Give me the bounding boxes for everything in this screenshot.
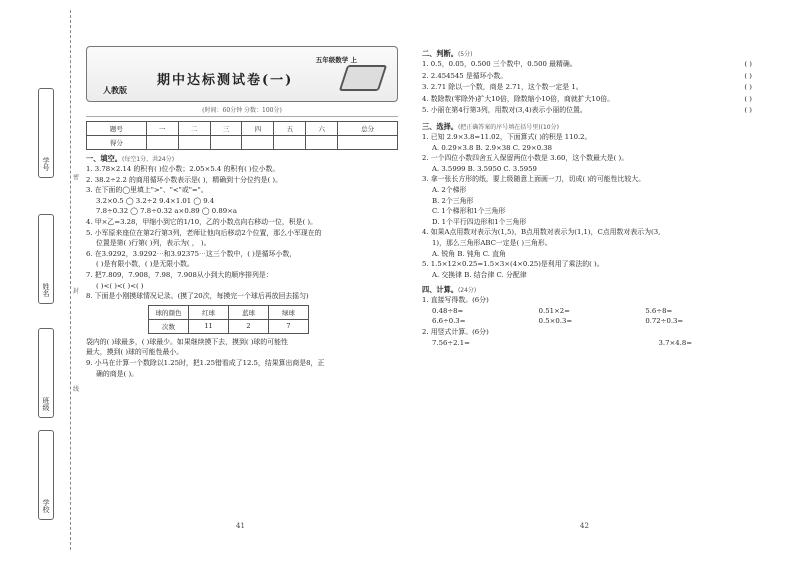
question-line: 确的商是( )。 (96, 369, 139, 378)
choice-line: A. 2个梯形 (432, 185, 467, 194)
page-title: 期中达标测试卷(一) (157, 73, 294, 88)
question-line: 5. 小军原来座位在第2行第3列，老师让他向后移动2个位置，那么小军现在的 (86, 228, 322, 237)
calc-subtitle: 1. 直接写得数。(6分) (422, 296, 489, 305)
choice-line: 1)，那么三角形ABC一定是( )三角形。 (432, 238, 552, 247)
question-line: 2. 38.2÷2.2 的商用循环小数表示是( )，精确到十分位约是( )。 (86, 175, 282, 184)
question-line: 3. 在下面的◯里填上">"、"<"或"="。 (86, 186, 208, 195)
choice-line: A. 交换律 B. 结合律 C. 分配律 (432, 270, 527, 279)
choice-line: A. 锐角 B. 钝角 C. 直角 (432, 249, 506, 258)
choice-line: C. 1个梯形和1个三角形 (432, 207, 506, 216)
question-line: 最大，摸到( )球的可能性最小。 (86, 348, 184, 357)
judge-item: 4. 数除数(零除外)扩大10倍，除数缩小10倍，商就扩大10倍。 ( ) (422, 94, 752, 103)
edition-label: 人教版 (103, 86, 127, 95)
question-line: 3.2×0.5 ◯ 3.2÷2 9.4×1.01 ◯ 9.4 (96, 196, 215, 205)
question-line: 6. 在3.9292，3.9292⋯和3.92375⋯这三个数中，( )是循环小数， (86, 249, 297, 258)
left-page (86, 46, 398, 379)
question-line: ( )是有限小数，( )是无限小数。 (96, 260, 194, 269)
section-choice-title: 三、选择。(把正确答案的序号填在括号里)(10分) (422, 121, 559, 131)
judge-item: 2. 2.454545 是循环小数。 ( ) (422, 71, 752, 80)
section-judge-title: 二、判断。(5分) (422, 49, 473, 58)
choice-line: A. 0.29×3.8 B. 2.9×38 C. 29×0.38 (432, 143, 553, 152)
choice-line: 5. 1.5×12×0.25=1.5×3×(4×0.25)是利用了乘法的( )。 (422, 260, 604, 269)
seal-mark: 封 (73, 288, 80, 295)
choice-line: D. 1个平行四边形和1个三角形 (432, 217, 527, 226)
section-calc-title: 四、计算。(24分) (422, 285, 477, 295)
student-id-box: 学号 (38, 88, 54, 178)
judge-item: 3. 2.71 除以一个数，商是 2.71，这个数一定是 1。 ( ) (422, 83, 752, 92)
choice-line: 3. 拿一张长方形的纸，要上级随意上面画一刀，切成( )的可能性比较大。 (422, 175, 646, 184)
school-box: 学校 (38, 430, 54, 520)
question-line: 7. 把7.809，7.908，7.98，7.908从小到大的顺序排列是： (86, 270, 273, 279)
calc-row: 0.48÷8= 0.51×2= 5.6÷8= (432, 306, 673, 315)
calc-subtitle: 2. 用竖式计算。(6分) (422, 328, 489, 337)
judge-item: 5. 小丽在第4行第3列，用数对(3,4)表示小丽的位置。 ( ) (422, 106, 752, 115)
question-line: 7.8÷0.32 ◯ 7.8÷0.32 a×0.89 ◯ 0.89×a (96, 207, 237, 216)
exam-meta: (时间：60分钟 分数：100分) (86, 105, 398, 117)
calc-row: 6.6÷0.3= 0.5×0.3= 0.72÷0.3= (432, 317, 684, 326)
choice-line: 1. 已知 2.9×3.8=11.02，下面算式( )的积是 110.2。 (422, 132, 592, 141)
name-box: 姓名 (38, 214, 54, 304)
choice-line: B. 2个三角形 (432, 196, 474, 205)
choice-line: 4. 如果A点用数对表示为(1,5)，B点用数对表示为(1,1)，C点用数对表示为(3, (422, 228, 661, 237)
question-line: 位置是第( )行第( )列，表示为( ， )。 (96, 239, 211, 248)
tablet-icon (339, 65, 387, 91)
choice-line: A. 3.5999 B. 3.5950 C. 3.5959 (432, 164, 537, 173)
grade-label: 五年级数学 上 (315, 56, 357, 64)
ball-record-table: 球的颜色 红球 蓝球 绿球 次数 11 2 7 (148, 305, 309, 334)
section-fill-blank-title: 一、填空。(每空1分，共24分) (86, 154, 175, 163)
question-line: 1. 3.78×2.14 的积有( )位小数；2.05×5.4 的积有( )位小数。 (86, 165, 280, 173)
seal-mark: 密 (73, 174, 80, 181)
seal-mark: 线 (73, 386, 80, 393)
question-line: 4. 甲×乙=3.28，甲缩小到它的1/10，乙的小数点向右移动一位，积是( )。 (86, 217, 317, 226)
question-line: ( )<( )<( )<( ) (96, 281, 144, 290)
score-table: 题号 一 二 三 四 五 六 总分 得分 (86, 121, 398, 150)
vertical-calc-row: 7.56÷2.1= 3.7×4.8= (432, 338, 692, 347)
question-line: 袋内的( )球最多，( )球最少。如果继续摸下去，摸到( )球的可能性 (86, 337, 288, 346)
question-line: 8. 下面是小刚摸球情况记录。(摸了20次，每摸完一个球后再放回去摇匀) (86, 292, 309, 301)
judge-item: 1. 0.5，0.05，0.500 三个数中，0.500 最精确。 ( ) (422, 60, 752, 68)
page-number-right: 42 (580, 522, 589, 530)
class-box: 班级 (38, 328, 54, 418)
right-page (422, 46, 752, 348)
choice-line: 2. 一个四位小数四舍五入保留两位小数是 3.60，这个数最大是( )。 (422, 154, 629, 163)
question-line: 9. 小马在计算一个数除以1.25时，把1.25错看成了12.5，结果算出商是8，正 (86, 358, 325, 367)
binding-line (70, 10, 71, 550)
exam-header (86, 46, 398, 102)
page-number-left: 41 (236, 522, 245, 530)
